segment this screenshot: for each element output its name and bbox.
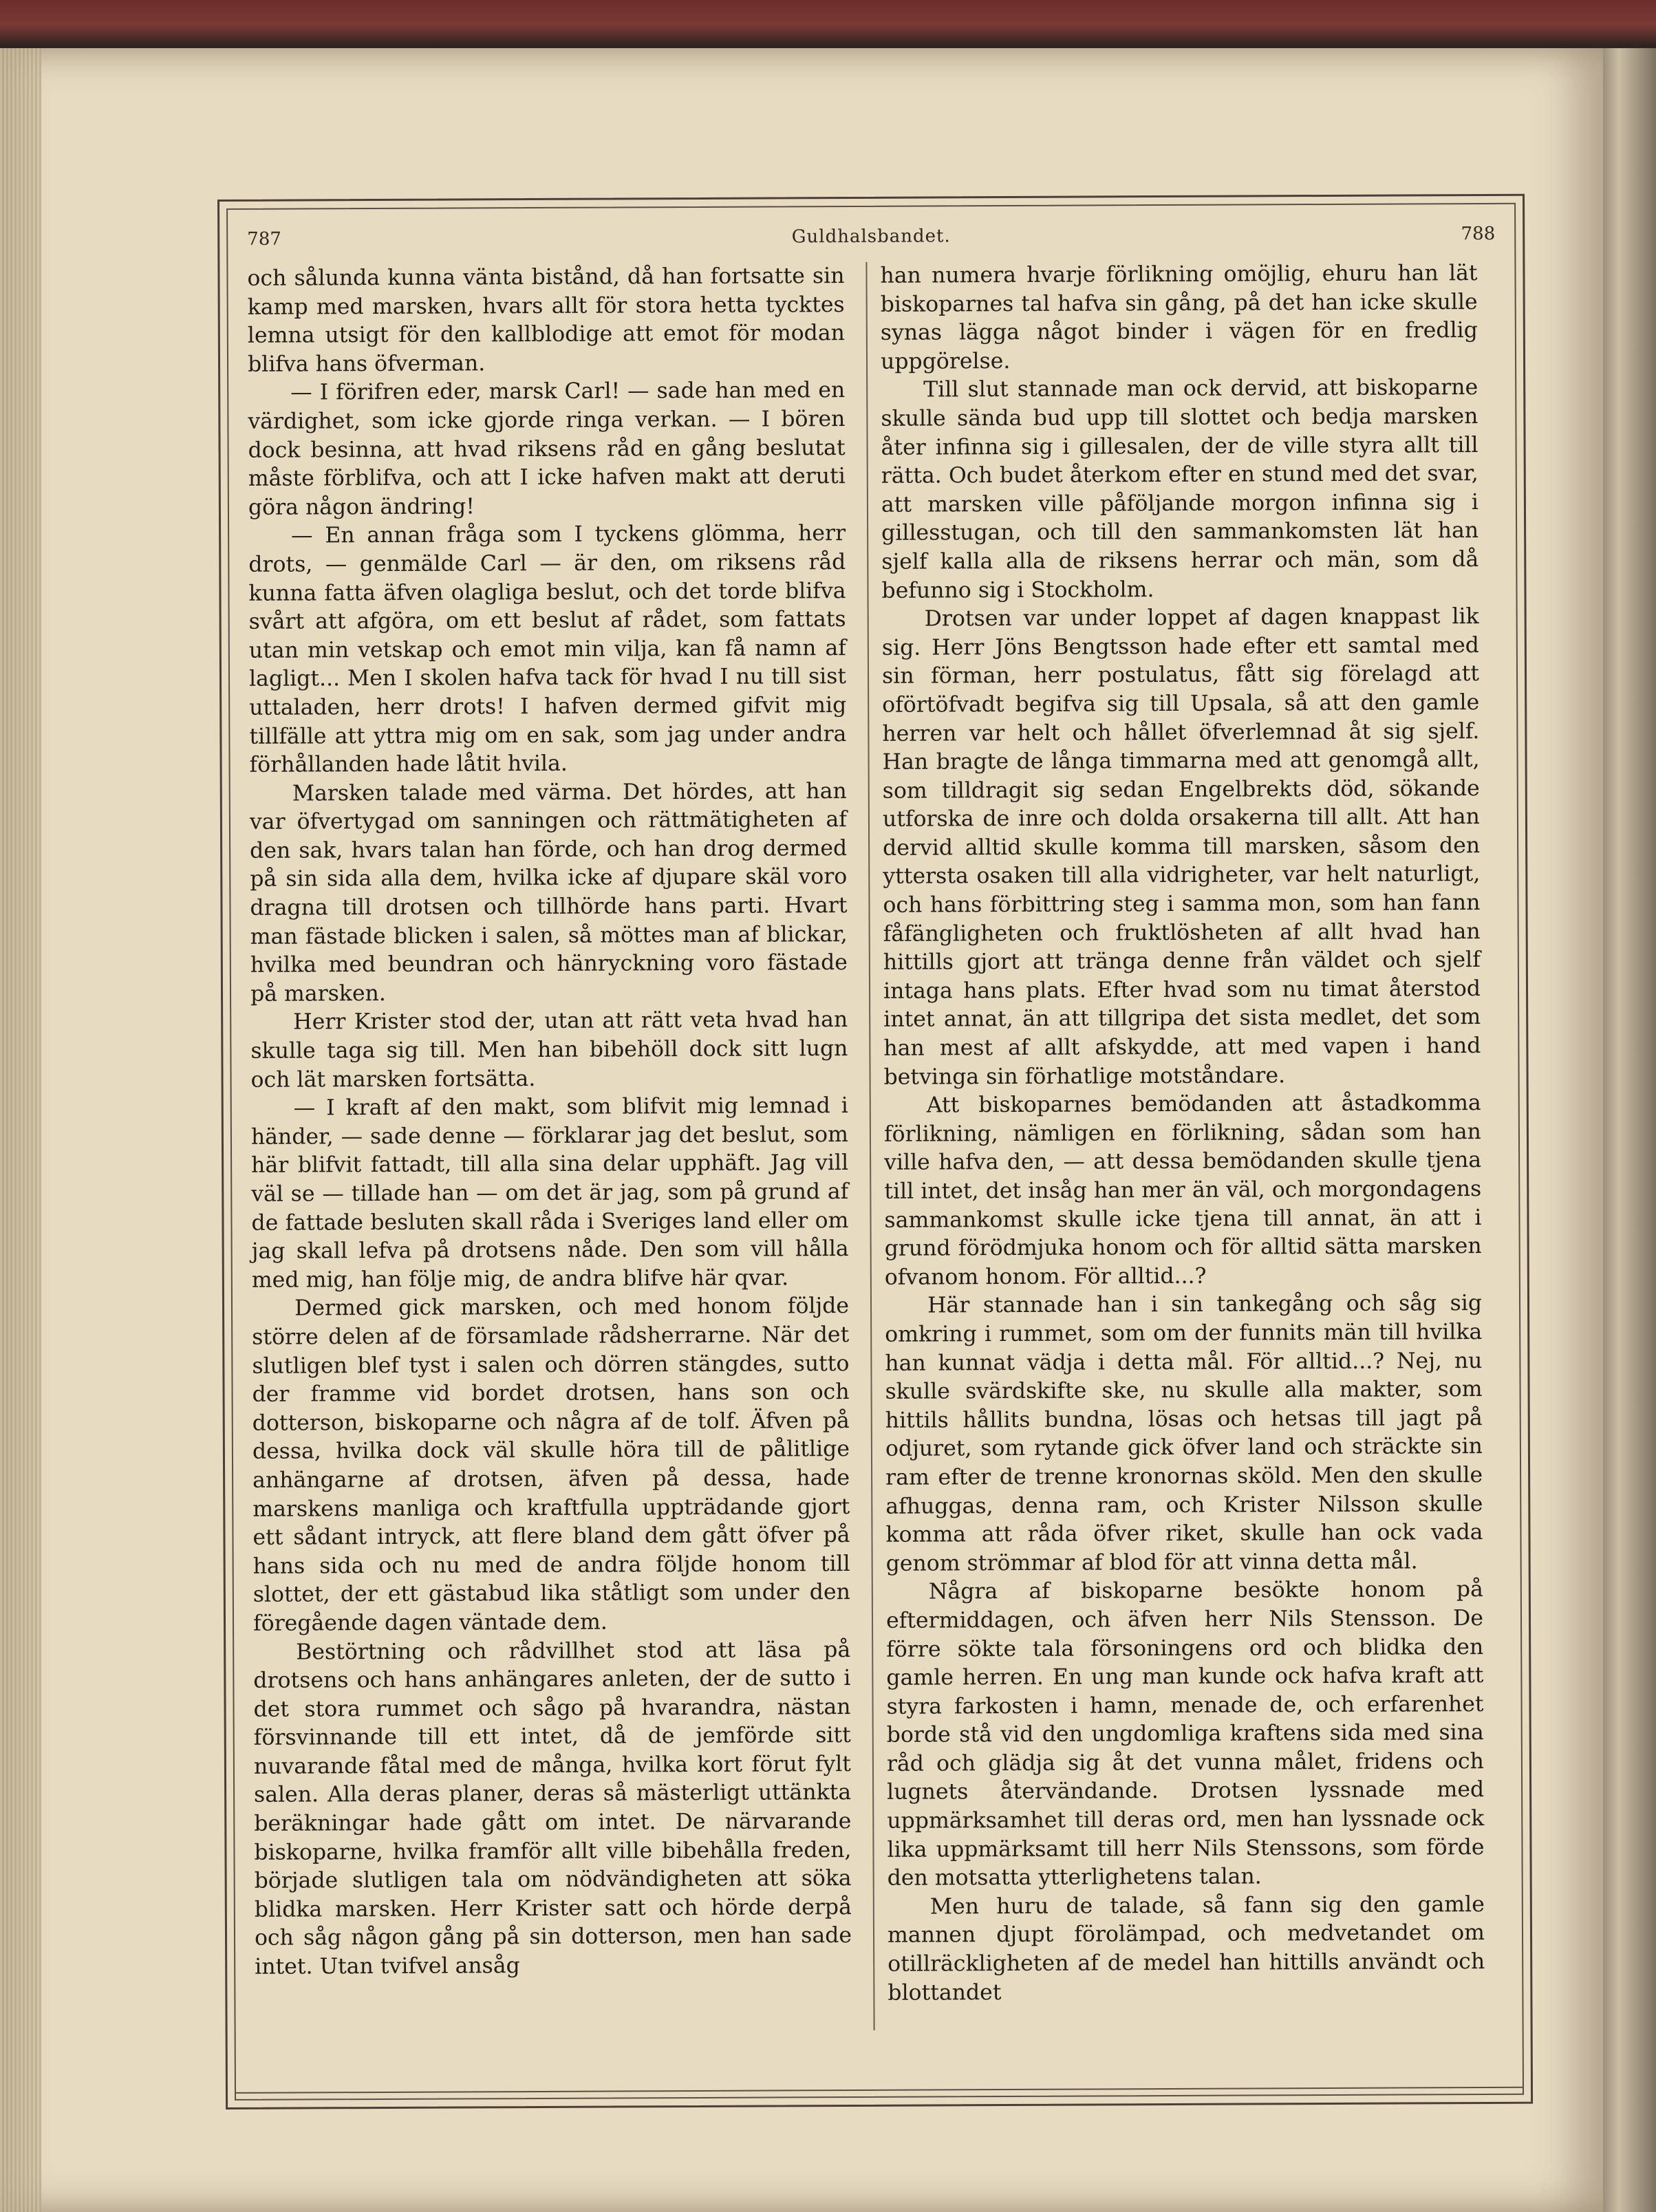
paragraph: och sålunda kunna vänta bistånd, då han fortsatte sin kamp med marsken, hvars allt för stora hetta tycktes lemna utsigt för den kallblodige att emot för modan blifva hans öfverman. xyxy=(247,264,845,377)
paragraph: Till slut stannade man ock dervid, att biskoparne skulle sända bud upp till slottet och bedja marsken åter infinna sig i gillesalen, der de ville styra allt till rätta. Och budet återkom efter en stund med det svar, att marsken ville påföljande morgon infinna sig i gillesstugan, och till den sammankomsten lät han sjelf kalla alla de riksens herrar och män, som då befunno sig i Stockholm. xyxy=(881,375,1479,603)
paragraph: han numera hvarje förlikning omöjlig, ehuru han lät biskoparnes tal hafva sin gång, på det han icke skulle synas lägga något binder i vägen för en fredlig uppgörelse. xyxy=(880,261,1478,374)
page-edge-right xyxy=(1603,48,1656,2212)
paragraph: Dermed gick marsken, och med honom följde större delen af de församlade rådsherrarne. När det slutligen blef tyst i salen och dörren stängdes, sutto der framme vid bordet drotsen, hans son och dotterson, biskoparne och några af de tolf. Äfven på dessa, hvilka dock väl skulle höra till de pålitlige anhängarne af drotsen, äfven på dessa, hade marskens manliga och kraftfulla uppträdande gjort ett sådant intryck, att flere bland dem gått öfver på hans sida och nu med de andra följde honom till slottet, der ett gästabud lika ståtligt som under den föregående dagen väntade dem. xyxy=(252,1293,850,1636)
page-number-right: 788 xyxy=(1461,223,1496,245)
paragraph: Bestörtning och rådvillhet stod att läsa på drotsens och hans anhängares anleten, der de sutto i det stora rummet och sågo på hvarandra, nästan försvinnande till ett intet, då de jemförde sitt nuvarande fåtal med de många, hvilka kort förut fylt salen. Alla deras planer, deras så mästerligt uttänkta beräkningar hade gått om intet. De närvarande biskoparne, hvilka framför allt ville bibehålla freden, började slutligen tala om nödvändigheten att söka blidka marsken. Herr Krister satt och hörde derpå och såg någon gång på sin dotterson, men han sade intet. Utan tvifvel ansåg xyxy=(253,1637,852,1979)
paragraph: — En annan fråga som I tyckens glömma, herr drots, — genmälde Carl — är den, om riksens råd kunna fatta äfven olagliga beslut, och det torde blifva svårt att afgöra, om ett beslut af rådet, som fattats utan min vetskap och emot min vilja, kan få namn af lagligt... Men I skolen hafva tack för hvad I nu till sist uttaladen, herr drots! I hafven dermed gifvit mig tillfälle att yttra mig om en sak, som jag under andra förhållanden hade låtit hvila. xyxy=(248,521,847,777)
left-text-column xyxy=(247,262,852,1982)
paragraph: — I kraft af den makt, som blifvit mig lemnad i händer, — sade denne — förklarar jag det beslut, som här blifvit fattadt, till alla sina delar upphäft. Jag vill väl se — tillade han — om det är jag, som på grund af de fattade besluten skall råda i Sveriges land eller om jag skall lefva på drotsens nåde. Den som vill hålla med mig, han följe mig, de andra blifve här qvar. xyxy=(250,1093,849,1293)
page-number-left: 787 xyxy=(247,228,281,250)
paragraph: Att biskoparnes bemödanden att åstadkomma förlikning, nämligen en förlikning, sådan som han ville hafva den, — att dessa bemödanden skulle tjena till intet, det insåg han mer än väl, och morgondagens sammankomst skulle icke tjena till annat, än att i grund förödmjuka honom och för alltid sätta marsken ofvanom honom. För alltid...? xyxy=(883,1091,1482,1290)
page-gutter xyxy=(0,48,41,2212)
right-text-column xyxy=(880,259,1485,2008)
text-frame xyxy=(217,194,1533,2109)
paragraph: Marsken talade med värma. Det hördes, att han var öfvertygad om sanningen och rättmätigheten af den sak, hvars talan han förde, och han drog dermed på sin sida alla dem, hvilka icke af djupare skäl voro dragna till drotsen och tillhörde hans parti. Hvart man fästade blicken i salen, så möttes man af blickar, hvilka med beundran och hänryckning voro fästade på marsken. xyxy=(249,778,848,1007)
paragraph: Här stannade han i sin tankegång och såg sig omkring i rummet, som om der funnits män till hvilka han kunnat vädja i detta mål. För alltid...? Nej, nu skulle svärdskifte ske, nu skulle alla makter, som hittils hållits bundna, lösas och hetsas till jagt på odjuret, som rytande gick öfver land och sträckte sin ram efter de trenne kronornas sköld. Men den skulle afhuggas, denna ram, och Krister Nilsson skulle komma att råda öfver riket, skulle han ock vada genom strömmar af blod för att vinna detta mål. xyxy=(885,1291,1483,1576)
paragraph: Men huru de talade, så fann sig den gamle mannen djupt förolämpad, och medvetandet om otillräckligheten af de medel han hittills användt och blottandet xyxy=(887,1891,1485,2006)
running-title: Guldhalsbandet. xyxy=(791,226,951,248)
paragraph: Drotsen var under loppet af dagen knappast lik sig. Herr Jöns Bengtsson hade efter ett samtal med sin förman, herr postulatus, fått sig förelagd att oförtöfvadt begifva sig till Upsala, så att den gamle herren var helt och hållet öfverlemnad åt sig sjelf. Han bragte de långa timmarna med att genomgå allt, som tilldragit sig sedan Engelbrekts död, sökande utforska de inre och dolda orsakerna till allt. Att han dervid alltid skulle komma till marsken, såsom den yttersta osaken till alla vidrigheter, var helt naturligt, och hans förbittring steg i samma mon, som han fann fåfängligheten och fruktlösheten af allt hvad han hittills gjort att tränga denne från väldet och sjelf intaga hans plats. Efter hvad som nu timat återstod intet annat, än att tillgripa det sista medlet, det som han mest af allt afskydde, att med vapen i hand betvinga sin förhatlige motståndare. xyxy=(881,604,1481,1090)
paragraph: Några af biskoparne besökte honom på eftermiddagen, och äfven herr Nils Stensson. De förre sökte tala försoningens ord och blidka den gamle herren. En ung man kunde ock hafva kraft att styra farkosten i hamn, menade de, och erfarenhet borde stå vid den ungdomliga kraftens sida med sina råd och glädja sig åt det vunna målet, fridens och lugnets återvändande. Drotsen lyssnade med uppmärksamhet till deras ord, men han lyssnade ock lika uppmärksamt till herr Nils Stenssons, som förde den motsatta ytterlighetens talan. xyxy=(885,1577,1485,1891)
paragraph: Herr Krister stod der, utan att rätt veta hvad han skulle taga sig till. Men han bibehöll dock sitt lugn och lät marsken fortsätta. xyxy=(250,1007,848,1093)
paragraph: — I förifren eder, marsk Carl! — sade han med en värdighet, som icke gjorde ringa verkan. — I bören dock besinna, att hvad riksens råd en gång beslutat måste förblifva, och att I icke hafven makt att deruti göra någon ändring! xyxy=(248,378,846,520)
